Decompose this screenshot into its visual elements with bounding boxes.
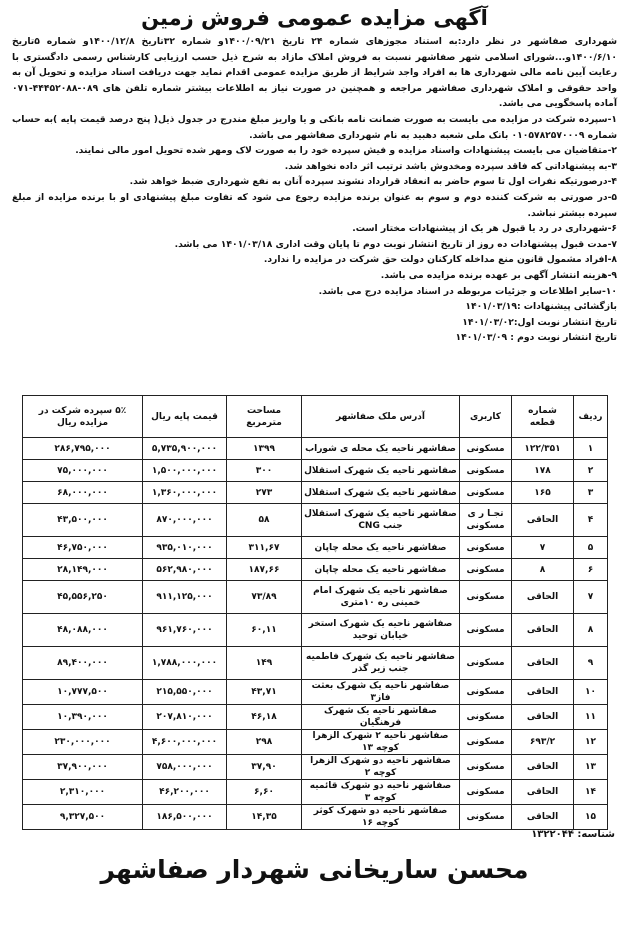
condition-8: ۸-افراد مشمول قانون منع مداخله کارکنان دولت حق شرکت در مزایده را ندارد. (263, 254, 617, 266)
table-cell: ۹ (574, 647, 608, 680)
table-cell: ۱۰ (574, 680, 608, 705)
table-cell: الحاقی (512, 647, 574, 680)
table-cell: صفاشهر ناحیه یک محله ی شوراب (302, 438, 460, 460)
table-cell: ۴۶,۷۵۰,۰۰۰ (23, 537, 143, 559)
table-cell: مسکونی (460, 805, 512, 830)
table-cell: مسکونی (460, 614, 512, 647)
table-cell: ۳۷,۹۰ (227, 755, 302, 780)
table-cell: ۱۷۸ (512, 460, 574, 482)
table-cell: ۹۳۵,۰۱۰,۰۰۰ (143, 537, 227, 559)
table-cell: ۱۴,۳۵ (227, 805, 302, 830)
header-cell: کاربری (460, 396, 512, 438)
table-row (23, 755, 608, 780)
table-cell: صفاشهر ناحیه یک شهرک فاطمیه جنب زیر گذر (302, 647, 460, 680)
table-cell: صفاشهر ناحیه یک شهرک استخر خیابان توحید (302, 614, 460, 647)
table-cell: ۳۷,۹۰۰,۰۰۰ (23, 755, 143, 780)
condition-3: ۳-به پیشنهاداتی که فاقد سپرده ومخدوش باشد ترتیب اثر داده نخواهد شد. (284, 160, 617, 172)
properties-table (22, 395, 608, 830)
table-cell: ۷۳/۸۹ (227, 581, 302, 614)
table-cell: ۴۵,۵۵۶,۲۵۰ (23, 581, 143, 614)
table-cell: ۴,۶۰۰,۰۰۰,۰۰۰ (143, 730, 227, 755)
table-cell: ۷۵۸,۰۰۰,۰۰۰ (143, 755, 227, 780)
table-cell: ۳ (574, 482, 608, 504)
table-row (23, 730, 608, 755)
table-cell: ۵۶۲,۹۸۰,۰۰۰ (143, 559, 227, 581)
condition-5: ۵-در صورتی به شرکت کننده دوم و سوم به عنوان برنده مزایده رجوع می شود که تفاوت مبلغ پیشنهادی او با برنده مزایده از مبلغ سپرده بیشتر نباشد. (12, 191, 617, 219)
table-cell: ۲,۳۱۰,۰۰۰ (23, 780, 143, 805)
table-cell: مسکونی (460, 755, 512, 780)
table-cell: صفاشهر ناحیه یک شهرک امام خمینی ره ۱۰متری (302, 581, 460, 614)
table-cell: ۳۱۱,۶۷ (227, 537, 302, 559)
table-cell: ۱۴۹ (227, 647, 302, 680)
table-cell: ۱۰,۷۷۷,۵۰۰ (23, 680, 143, 705)
condition-7: ۷-مدت قبول پیشنهادات ده روز از تاریخ انتشار نوبت دوم تا پایان وقت اداری ۱۴۰۱/۰۳/۱۸ می باشد. (174, 238, 617, 250)
table-cell: ۱,۳۶۰,۰۰۰,۰۰۰ (143, 482, 227, 504)
table-cell: مسکونی (460, 438, 512, 460)
table-cell: ۶۸,۰۰۰,۰۰۰ (23, 482, 143, 504)
table-row (23, 504, 608, 537)
notice-document (10, 4, 619, 346)
first-publish-date: تاریخ انتشار نوبت اول:۱۴۰۱/۰۳/۰۲ (462, 316, 617, 328)
table-cell: ۴۶,۲۰۰,۰۰۰ (143, 780, 227, 805)
table-cell: ۲۳۰,۰۰۰,۰۰۰ (23, 730, 143, 755)
opening-date: بازگشائی پیشنهادات :۱۴۰۱/۰۳/۱۹ (465, 301, 617, 313)
table-row (23, 460, 608, 482)
table-cell: صفاشهر ناحیه دو شهرک کوثر کوچه ۱۶ (302, 805, 460, 830)
table-cell: ۹۱۱,۱۲۵,۰۰۰ (143, 581, 227, 614)
table-cell: ۱,۵۰۰,۰۰۰,۰۰۰ (143, 460, 227, 482)
table-cell: ۲۱۵,۵۵۰,۰۰۰ (143, 680, 227, 705)
table-cell: صفاشهر ناحیه یک شهرک بعثت فاز۳ (302, 680, 460, 705)
table-cell: الحاقی (512, 680, 574, 705)
table-cell: مسکونی (460, 730, 512, 755)
table-cell: ۲۸۶,۷۹۵,۰۰۰ (23, 438, 143, 460)
table-cell: ۲ (574, 460, 608, 482)
table-cell: ۱۶۵ (512, 482, 574, 504)
table-cell: ۱۰,۳۹۰,۰۰۰ (23, 705, 143, 730)
table-cell: مسکونی (460, 680, 512, 705)
table-cell: مسکونی (460, 780, 512, 805)
table-cell: ۲۸,۱۴۹,۰۰۰ (23, 559, 143, 581)
table-cell: صفاشهر ناحیه ۲ شهرک الزهرا کوچه ۱۳ (302, 730, 460, 755)
notice-body (12, 34, 617, 299)
table-cell: ۱۸۷,۶۶ (227, 559, 302, 581)
header-cell: ردیف (574, 396, 608, 438)
table-cell: صفاشهر ناحیه دو شهرک قائمیه کوچه ۳ (302, 780, 460, 805)
table-cell: ۸۹,۴۰۰,۰۰۰ (23, 647, 143, 680)
notice-id: شناسه: ۱۳۲۲۰۴۴ (531, 829, 615, 840)
table-row (23, 647, 608, 680)
table-cell: ۱۳۹۹ (227, 438, 302, 460)
table-cell: مسکونی (460, 482, 512, 504)
table-cell: ۱۸۶,۵۰۰,۰۰۰ (143, 805, 227, 830)
table-row (23, 482, 608, 504)
second-publish-date: تاریخ انتشار نوبت دوم : ۱۴۰۱/۰۳/۰۹ (455, 332, 617, 344)
table-cell: مسکونی (460, 581, 512, 614)
table-row (23, 537, 608, 559)
table-cell: ۴۶,۱۸ (227, 705, 302, 730)
table-cell: مسکونی (460, 559, 512, 581)
table-cell: الحاقی (512, 614, 574, 647)
table-cell: ۱ (574, 438, 608, 460)
table-cell: ۵۸ (227, 504, 302, 537)
condition-1: ۱-سپرده شرکت در مزایده می بایست به صورت ضمانت نامه بانکی و یا واریز مبلغ مندرج در جدول ذیل( پنج درصد قیمت پایه )به حساب شماره ۰۱۰۵۷۸۲۵۷۰۰۰۹ بانک ملی شعبه دهبید به نام شهرداری صفاشهر می باشد. (12, 113, 617, 141)
table-cell: الحاقی (512, 780, 574, 805)
condition-2: ۲-متقاضیان می بایست پیشنهادات واسناد مزایده و فیش سپرده خود را به صورت لاک ومهر شده تحویل امور مالی نمایند. (75, 145, 617, 157)
table-cell: صفاشهر ناحیه یک شهرک استقلال (302, 460, 460, 482)
table-cell: ۶۹۳/۲ (512, 730, 574, 755)
table-cell: تجـا ر ی مسکونی (460, 504, 512, 537)
table-cell: ۱۳ (574, 755, 608, 780)
signature-line: محسن ساریخانی شهردار صفاشهر (100, 855, 529, 884)
table-cell: الحاقی (512, 755, 574, 780)
table-cell: ۶۰,۱۱ (227, 614, 302, 647)
header-cell: قیمت پایه ریال (143, 396, 227, 438)
table-cell: ۱۵ (574, 805, 608, 830)
table-cell: صفاشهر ناحیه یک محله چاپان (302, 537, 460, 559)
table-cell: مسکونی (460, 537, 512, 559)
condition-10: ۱۰-سایر اطلاعات و جزئیات مربوطه در اسناد مزایده درج می باشد. (318, 285, 617, 297)
table-cell: صفاشهر ناحیه یک شهرک استقلال (302, 482, 460, 504)
header-cell: آدرس ملک صفاشهر (302, 396, 460, 438)
table-cell: الحاقی (512, 581, 574, 614)
table-row (23, 614, 608, 647)
table-header-row (23, 396, 608, 438)
table-cell: صفاشهر ناحیه یک شهرک فرهنگیان (302, 705, 460, 730)
condition-4: ۴-درصورتیکه نفرات اول تا سوم حاضر به انعقاد قرارداد نشوند سپرده آنان به نفع شهرداری ضبط خواهد شد. (129, 176, 617, 188)
table-cell: ۴ (574, 504, 608, 537)
header-cell: مساحت مترمربع (227, 396, 302, 438)
table-cell: مسکونی (460, 647, 512, 680)
table-cell: صفاشهر ناحیه یک شهرک استقلال جنب CNG (302, 504, 460, 537)
table-cell: ۳۰۰ (227, 460, 302, 482)
table-cell: ۷ (512, 537, 574, 559)
table-cell: ۶ (574, 559, 608, 581)
table-cell: ۸۷۰,۰۰۰,۰۰۰ (143, 504, 227, 537)
table-cell: ۲۷۳ (227, 482, 302, 504)
table-row (23, 559, 608, 581)
table-row (23, 780, 608, 805)
table-cell: ۴۸,۰۸۸,۰۰۰ (23, 614, 143, 647)
header-cell: ۵٪ سپرده شرکت در مزایده ریال (23, 396, 143, 438)
table-cell: ۴۳,۷۱ (227, 680, 302, 705)
table-cell: ۷۵,۰۰۰,۰۰۰ (23, 460, 143, 482)
table-row (23, 805, 608, 830)
table-cell: مسکونی (460, 705, 512, 730)
table-cell: ۵,۷۳۵,۹۰۰,۰۰۰ (143, 438, 227, 460)
intro-paragraph: شهرداری صفاشهر در نظر دارد:به استناد مجوزهای شماره ۲۴ تاریخ ۱۴۰۰/۰۹/۲۱و شماره ۳۲تاریخ ۱۴۰۰/۱۲/۸و شماره ۵تاریخ ۱۴۰۰/۶/۱۰و...شورای اسلامی شهر صفاشهر نسبت به فروش املاک مازاد به شرح ذیل حسب ارزیابی کارشناس رسمی دادگستری با رعایت آیین نامه مالی شهرداری ها به افراد واجد شرایط از طریق مزایده عمومی اقدام نماید جهت دریافت اسناد مزایده و تحویل آن به واحد حقوقی و املاک شهرداری صفاشهر مراجعه و همچنین در صورت نیاز به اطلاعات بیشتر شماره تلفن های ۰۸۹-۴۴۴۵۲۰۸۸-۰۷۱ آماده پاسخگویی می باشد. (12, 36, 617, 110)
table-cell: ۸ (574, 614, 608, 647)
table-cell: ۴۳,۵۰۰,۰۰۰ (23, 504, 143, 537)
table-cell: الحاقی (512, 504, 574, 537)
condition-9: ۹-هزینه انتشار آگهی بر عهده برنده مزایده می باشد. (380, 269, 617, 281)
table-cell: صفاشهر ناحیه دو شهرک الزهرا کوچه ۲ (302, 755, 460, 780)
table-cell: مسکونی (460, 460, 512, 482)
table-cell: الحاقی (512, 705, 574, 730)
table-row (23, 581, 608, 614)
table-cell: ۵ (574, 537, 608, 559)
header-cell: شماره قطعه (512, 396, 574, 438)
table-cell: ۲۹۸ (227, 730, 302, 755)
table-row (23, 438, 608, 460)
notice-title: آگهی مزایده عمومی فروش زمین (141, 6, 488, 30)
table-cell: ۹۶۱,۷۶۰,۰۰۰ (143, 614, 227, 647)
table-cell: ۷ (574, 581, 608, 614)
table-row (23, 680, 608, 705)
table-cell: ۸ (512, 559, 574, 581)
condition-6: ۶-شهرداری در رد یا قبول هر یک از پیشنهادات مختار است. (352, 223, 617, 235)
table-cell: ۱۲ (574, 730, 608, 755)
table-cell: ۹,۳۲۷,۵۰۰ (23, 805, 143, 830)
table-cell: ۲۰۷,۸۱۰,۰۰۰ (143, 705, 227, 730)
table-cell: ۶,۶۰ (227, 780, 302, 805)
table-cell: ۱۲۲/۳۵۱ (512, 438, 574, 460)
table-cell: ۱,۷۸۸,۰۰۰,۰۰۰ (143, 647, 227, 680)
dates-block (12, 299, 617, 346)
table-row (23, 705, 608, 730)
table-cell: ۱۴ (574, 780, 608, 805)
table-cell: ۱۱ (574, 705, 608, 730)
table-cell: صفاشهر ناحیه یک محله چاپان (302, 559, 460, 581)
table-cell: الحاقی (512, 805, 574, 830)
